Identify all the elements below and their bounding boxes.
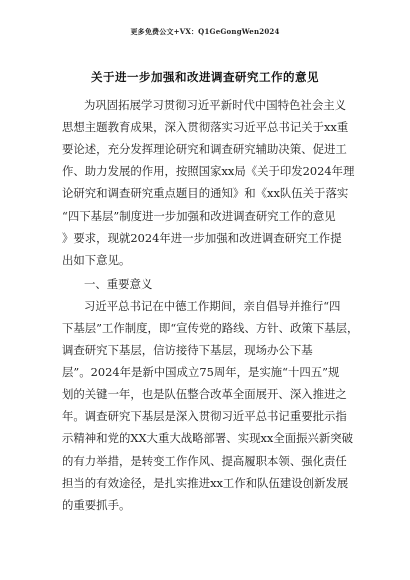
body-line: 层”。2024年是新中国成立75周年，是实施“十四五”规 bbox=[62, 365, 340, 379]
body-line: 思想主题教育成果，深入贯彻落实习近平总书记关于xx重 bbox=[62, 120, 349, 134]
body-line: 要论述，充分发挥理论研究和调查研究辅助决策、促进工 bbox=[62, 142, 347, 156]
body-line: 为巩固拓展学习贯彻习近平新时代中国特色社会主义 bbox=[84, 98, 346, 112]
body-line: 的重要抓手。 bbox=[62, 498, 131, 512]
body-line: “四下基层”制度进一步加强和改进调查研究工作的意见 bbox=[62, 209, 336, 223]
body-line: 示精神和党的XX大重大战略部署、实现xx全面振兴新突破 bbox=[62, 431, 354, 445]
body-line: 》要求，现就2024年进一步加强和改进调查研究工作提 bbox=[62, 231, 342, 245]
body-line: 习近平总书记在中德工作期间，亲自倡导并推行“四 bbox=[84, 299, 341, 313]
body-line: 作、助力发展的作用，按照国家xx局《关于印发2024年理 bbox=[62, 164, 355, 178]
header-watermark: 更多免费公文+VX：Q1GeGongWen2024 bbox=[130, 27, 280, 36]
body-line: 下基层”工作制度，即“宣传党的路线、方针、政策下基层， bbox=[62, 321, 359, 335]
body-line: 调查研究下基层，信访接待下基层，现场办公下基 bbox=[62, 343, 313, 357]
section-heading: 一、重要意义 bbox=[84, 277, 153, 291]
body-line: 出如下意见。 bbox=[62, 253, 131, 267]
body-line: 年。调查研究下基层是深入贯彻习近平总书记重要批示指 bbox=[62, 409, 347, 423]
body-line: 划的关键一年，也是队伍整合改革全面展开、深入推进之 bbox=[62, 387, 347, 401]
body-line: 担当的有效途径，是扎实推进xx工作和队伍建设创新发展 bbox=[62, 476, 349, 490]
body-line: 论研究和调查研究重点题目的通知》和《xx队伍关于落实 bbox=[62, 186, 349, 200]
body-line: 的有力举措，是转变工作作风、提高履职本领、强化责任 bbox=[62, 454, 347, 468]
document-title: 关于进一步加强和改进调查研究工作的意见 bbox=[91, 70, 319, 84]
